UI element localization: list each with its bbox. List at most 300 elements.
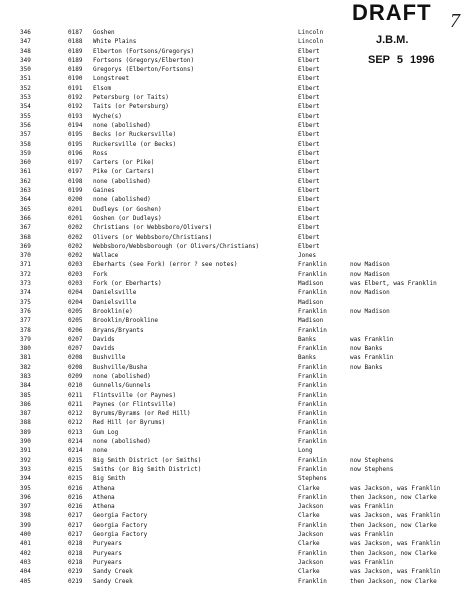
county-name: Lincoln: [298, 29, 324, 36]
initials: J.B.M.: [376, 34, 409, 46]
table-row: [0, 251, 472, 260]
row-note: now Banks: [350, 345, 383, 353]
table-row: [0, 242, 472, 251]
row-number: 364: [20, 196, 31, 204]
table-row: [0, 140, 472, 149]
district-name: Gum Log: [93, 428, 119, 436]
county-name: Elbert: [298, 131, 320, 139]
row-number: 390: [20, 438, 31, 446]
row-number: 363: [20, 187, 31, 195]
district-code: 0191: [68, 84, 83, 92]
district-code: 0217: [68, 531, 83, 539]
county-name: Franklin: [298, 465, 327, 473]
county-name: Elbert: [298, 84, 320, 92]
district-name: Athena: [93, 484, 115, 492]
table-row: [0, 493, 472, 502]
row-number: 348: [20, 47, 31, 55]
table-row: [0, 65, 472, 74]
district-name: Carters (or Pike): [93, 159, 155, 167]
district-code: 0217: [68, 521, 83, 529]
table-row: [0, 307, 472, 316]
row-number: 372: [20, 270, 31, 278]
district-name: Davids: [93, 335, 115, 343]
district-code: 0190: [68, 75, 83, 83]
row-note: now Stephens: [350, 456, 394, 464]
district-name: Athena: [93, 503, 115, 511]
district-code: 0189: [68, 66, 83, 74]
county-name: Franklin: [298, 521, 327, 529]
row-number: 382: [20, 363, 31, 371]
district-code: 0187: [68, 29, 83, 36]
row-number: 359: [20, 149, 31, 157]
district-name: none (abolished): [93, 196, 151, 204]
district-name: Gunnells/Gunnels: [93, 382, 151, 390]
district-code: 0204: [68, 298, 83, 306]
row-number: 362: [20, 177, 31, 185]
row-number: 360: [20, 159, 31, 167]
table-row: [0, 47, 472, 56]
table-row: [0, 130, 472, 139]
table-row: [0, 177, 472, 186]
district-name: Wallace: [93, 252, 119, 260]
district-code: 0208: [68, 363, 83, 371]
district-name: Georgia Factory: [93, 521, 148, 529]
row-number: 349: [20, 56, 31, 64]
row-note: then Jackson, now Clarke: [350, 549, 437, 557]
row-number: 402: [20, 549, 31, 557]
district-name: none (abolished): [93, 372, 151, 380]
county-name: Jackson: [298, 503, 324, 511]
district-name: White Plains: [93, 38, 137, 46]
district-code: 0201: [68, 214, 83, 222]
row-note: was Jackson, was Franklin: [350, 484, 441, 492]
county-name: Franklin: [298, 493, 327, 501]
table-row: [0, 316, 472, 325]
county-name: Franklin: [298, 345, 327, 353]
district-name: Puryears: [93, 540, 122, 548]
district-code: 0215: [68, 475, 83, 483]
county-name: Clarke: [298, 512, 320, 520]
district-name: Bryans/Bryants: [93, 326, 144, 334]
county-name: Franklin: [298, 382, 327, 390]
district-code: 0205: [68, 317, 83, 325]
table-row: [0, 577, 472, 586]
row-number: 369: [20, 242, 31, 250]
county-name: Madison: [298, 298, 324, 306]
table-row: [0, 502, 472, 511]
row-number: 384: [20, 382, 31, 390]
county-name: Elbert: [298, 177, 320, 185]
row-note: now Stephens: [350, 465, 394, 473]
row-number: 357: [20, 131, 31, 139]
row-number: 389: [20, 428, 31, 436]
table-row: [0, 186, 472, 195]
county-name: Banks: [298, 354, 317, 362]
county-name: Elbert: [298, 224, 320, 232]
district-name: Goshen: [93, 29, 115, 36]
district-name: Fork (or Eberharts): [93, 280, 162, 288]
table-row: [0, 549, 472, 558]
table-row: [0, 446, 472, 455]
district-name: none: [93, 447, 108, 455]
district-code: 0200: [68, 196, 83, 204]
district-code: 0198: [68, 177, 83, 185]
table-row: [0, 400, 472, 409]
county-name: Elbert: [298, 56, 320, 64]
district-name: Christians (or Webbsboro/Olivers): [93, 224, 213, 232]
row-number: 358: [20, 140, 31, 148]
table-row: [0, 102, 472, 111]
row-number: 353: [20, 94, 31, 102]
table-row: [0, 437, 472, 446]
district-code: 0215: [68, 456, 83, 464]
table-row: [0, 214, 472, 223]
district-name: Danielsville: [93, 289, 137, 297]
table-row: [0, 484, 472, 493]
county-name: Franklin: [298, 261, 327, 269]
row-number: 405: [20, 577, 31, 585]
county-name: Elbert: [298, 149, 320, 157]
county-name: Jackson: [298, 558, 324, 566]
row-note: then Jackson, now Clarke: [350, 521, 437, 529]
row-number: 368: [20, 233, 31, 241]
district-name: Big Smith District (or Smiths): [93, 456, 202, 464]
county-name: Clarke: [298, 540, 320, 548]
county-name: Franklin: [298, 428, 327, 436]
row-number: 367: [20, 224, 31, 232]
draft-label: DRAFT: [352, 0, 432, 25]
county-name: Elbert: [298, 112, 320, 120]
row-number: 379: [20, 335, 31, 343]
county-name: Elbert: [298, 140, 320, 148]
stamp-date: SEP 5 1996: [368, 54, 435, 66]
row-number: 378: [20, 326, 31, 334]
county-name: Franklin: [298, 363, 327, 371]
county-name: Elbert: [298, 159, 320, 167]
district-code: 0211: [68, 400, 83, 408]
table-row: [0, 521, 472, 530]
district-code: 0214: [68, 447, 83, 455]
county-name: Franklin: [298, 391, 327, 399]
table-row: [0, 84, 472, 93]
district-name: Ross: [93, 149, 108, 157]
district-name: none (abolished): [93, 438, 151, 446]
table-row: [0, 474, 472, 483]
district-name: Goshen (or Dudleys): [93, 214, 162, 222]
row-number: 373: [20, 280, 31, 288]
district-name: Sandy Creek: [93, 577, 133, 585]
district-code: 0218: [68, 549, 83, 557]
county-name: Banks: [298, 335, 317, 343]
table-row: [0, 391, 472, 400]
district-code: 0219: [68, 568, 83, 576]
table-row: [0, 93, 472, 102]
row-note: was Franklin: [350, 558, 394, 566]
district-code: 0212: [68, 410, 83, 418]
district-name: Pike (or Carters): [93, 168, 155, 176]
row-number: 352: [20, 84, 31, 92]
county-name: Elbert: [298, 103, 320, 111]
row-number: 388: [20, 419, 31, 427]
table-row: [0, 121, 472, 130]
district-name: Danielsville: [93, 298, 137, 306]
row-number: 351: [20, 75, 31, 83]
table-row: [0, 270, 472, 279]
county-name: Long: [298, 447, 313, 455]
table-row: [0, 428, 472, 437]
county-name: Elbert: [298, 94, 320, 102]
district-name: Puryears: [93, 549, 122, 557]
table-row: [0, 363, 472, 372]
district-code: 0189: [68, 56, 83, 64]
district-name: Athena: [93, 493, 115, 501]
district-name: Davids: [93, 345, 115, 353]
district-name: Byrums/Byrams (or Red Hill): [93, 410, 191, 418]
table-row: [0, 456, 472, 465]
county-name: Franklin: [298, 326, 327, 334]
table-row: [0, 112, 472, 121]
table-row: [0, 37, 472, 46]
county-name: Franklin: [298, 577, 327, 585]
row-note: now Madison: [350, 307, 390, 315]
row-note: was Elbert, was Franklin: [350, 280, 437, 288]
district-code: 0219: [68, 577, 83, 585]
row-number: 377: [20, 317, 31, 325]
district-code: 0217: [68, 512, 83, 520]
table-row: [0, 372, 472, 381]
county-name: Elbert: [298, 233, 320, 241]
table-row: [0, 344, 472, 353]
table-row: [0, 28, 472, 37]
row-note: now Madison: [350, 270, 390, 278]
row-number: 394: [20, 475, 31, 483]
row-number: 398: [20, 512, 31, 520]
row-number: 403: [20, 558, 31, 566]
district-code: 0202: [68, 252, 83, 260]
district-name: Georgia Factory: [93, 531, 148, 539]
district-code: 0216: [68, 484, 83, 492]
row-number: 361: [20, 168, 31, 176]
district-code: 0210: [68, 382, 83, 390]
row-note: now Banks: [350, 363, 383, 371]
county-name: Franklin: [298, 372, 327, 380]
district-code: 0197: [68, 159, 83, 167]
table-row: [0, 353, 472, 362]
table-row: [0, 326, 472, 335]
district-code: 0218: [68, 540, 83, 548]
county-name: Jackson: [298, 531, 324, 539]
district-code: 0213: [68, 428, 83, 436]
row-number: 383: [20, 372, 31, 380]
row-number: 399: [20, 521, 31, 529]
district-name: Flintsville (or Paynes): [93, 391, 177, 399]
district-code: 0192: [68, 94, 83, 102]
district-name: none (abolished): [93, 121, 151, 129]
county-name: Elbert: [298, 168, 320, 176]
table-row: [0, 511, 472, 520]
county-name: Elbert: [298, 75, 320, 83]
district-code: 0215: [68, 465, 83, 473]
row-note: now Madison: [350, 289, 390, 297]
row-number: 386: [20, 400, 31, 408]
table-row: [0, 279, 472, 288]
table-row: [0, 149, 472, 158]
table-row: [0, 558, 472, 567]
row-number: 392: [20, 456, 31, 464]
district-code: 0209: [68, 372, 83, 380]
row-number: 354: [20, 103, 31, 111]
county-name: Jones: [298, 252, 317, 260]
county-name: Lincoln: [298, 38, 324, 46]
row-number: 400: [20, 531, 31, 539]
row-number: 350: [20, 66, 31, 74]
district-code: 0206: [68, 326, 83, 334]
table-row: [0, 288, 472, 297]
row-note: was Franklin: [350, 354, 394, 362]
district-name: Fork: [93, 270, 108, 278]
row-note: was Jackson, was Franklin: [350, 540, 441, 548]
district-name: Longstreet: [93, 75, 130, 83]
district-name: Taits (or Petersburg): [93, 103, 169, 111]
district-code: 0203: [68, 261, 83, 269]
district-code: 0188: [68, 38, 83, 46]
row-number: 375: [20, 298, 31, 306]
row-number: 396: [20, 493, 31, 501]
district-code: 0214: [68, 438, 83, 446]
district-name: Dudleys (or Goshen): [93, 205, 162, 213]
row-number: 346: [20, 29, 31, 36]
county-name: Elbert: [298, 214, 320, 222]
table-row: [0, 530, 472, 539]
county-name: Elbert: [298, 66, 320, 74]
county-name: Madison: [298, 280, 324, 288]
table-row: [0, 205, 472, 214]
district-name: Fortsons (Gregorys/Elberton): [93, 56, 195, 64]
district-code: 0195: [68, 131, 83, 139]
county-name: Madison: [298, 317, 324, 325]
row-note: was Franklin: [350, 531, 394, 539]
district-code: 0203: [68, 270, 83, 278]
row-note: now Madison: [350, 261, 390, 269]
table-row: [0, 381, 472, 390]
page-number: 7: [450, 10, 460, 32]
table-row: [0, 465, 472, 474]
district-name: Ruckersville (or Becks): [93, 140, 177, 148]
table-row: [0, 233, 472, 242]
district-code: 0207: [68, 345, 83, 353]
row-number: 395: [20, 484, 31, 492]
county-name: Elbert: [298, 121, 320, 129]
table-row: [0, 418, 472, 427]
district-code: 0216: [68, 493, 83, 501]
district-name: Smiths (or Big Smith District): [93, 465, 202, 473]
county-name: Franklin: [298, 410, 327, 418]
row-number: 355: [20, 112, 31, 120]
district-name: Eberharts (see Fork) (error ? see notes): [93, 261, 238, 269]
row-note: was Jackson, was Franklin: [350, 512, 441, 520]
row-number: 387: [20, 410, 31, 418]
district-code: 0202: [68, 242, 83, 250]
row-note: then Jackson, now Clarke: [350, 493, 437, 501]
row-number: 370: [20, 252, 31, 260]
table-row: [0, 335, 472, 344]
district-code: 0197: [68, 168, 83, 176]
county-name: Elbert: [298, 196, 320, 204]
table-row: [0, 260, 472, 269]
district-code: 0212: [68, 419, 83, 427]
district-name: Elberton (Fortsons/Gregorys): [93, 47, 195, 55]
district-name: Petersburg (or Taits): [93, 94, 169, 102]
row-note: was Franklin: [350, 335, 394, 343]
district-code: 0207: [68, 335, 83, 343]
district-name: Bushville/Busha: [93, 363, 148, 371]
table-row: [0, 409, 472, 418]
row-number: 393: [20, 465, 31, 473]
county-name: Franklin: [298, 289, 327, 297]
district-name: Sandy Creek: [93, 568, 133, 576]
table-row: [0, 56, 472, 65]
district-name: Bushville: [93, 354, 126, 362]
county-name: Elbert: [298, 242, 320, 250]
district-name: Olivers (or Webbsboro/Christians): [93, 233, 213, 241]
table-row: [0, 298, 472, 307]
county-name: Franklin: [298, 456, 327, 464]
row-number: 391: [20, 447, 31, 455]
county-name: Elbert: [298, 47, 320, 55]
district-name: Paynes (or Flintsville): [93, 400, 177, 408]
district-code: 0195: [68, 140, 83, 148]
district-code: 0203: [68, 280, 83, 288]
district-code: 0202: [68, 224, 83, 232]
county-name: Elbert: [298, 205, 320, 213]
district-name: Elsom: [93, 84, 112, 92]
table-row: [0, 74, 472, 83]
district-name: Georgia Factory: [93, 512, 148, 520]
county-name: Franklin: [298, 400, 327, 408]
table-row: [0, 167, 472, 176]
district-code: 0205: [68, 307, 83, 315]
table-row: [0, 567, 472, 576]
county-name: Franklin: [298, 549, 327, 557]
row-number: 374: [20, 289, 31, 297]
row-number: 404: [20, 568, 31, 576]
district-code: 0194: [68, 121, 83, 129]
row-number: 366: [20, 214, 31, 222]
row-number: 371: [20, 261, 31, 269]
county-name: Clarke: [298, 484, 320, 492]
district-name: none (abolished): [93, 177, 151, 185]
county-name: Elbert: [298, 187, 320, 195]
county-name: Franklin: [298, 270, 327, 278]
district-code: 0204: [68, 289, 83, 297]
district-name: Brooklin(e): [93, 307, 133, 315]
district-name: Gregorys (Elberton/Fortsons): [93, 66, 195, 74]
county-name: Franklin: [298, 419, 327, 427]
district-name: Puryears: [93, 558, 122, 566]
district-code: 0189: [68, 47, 83, 55]
district-code: 0202: [68, 233, 83, 241]
row-note: then Jackson, now Clarke: [350, 577, 437, 585]
row-note: was Jackson, was Franklin: [350, 568, 441, 576]
district-name: Red Hill (or Byrums): [93, 419, 166, 427]
row-note: was Franklin: [350, 503, 394, 511]
row-number: 381: [20, 354, 31, 362]
county-name: Clarke: [298, 568, 320, 576]
district-name: Big Smith: [93, 475, 126, 483]
district-code: 0208: [68, 354, 83, 362]
district-name: Webbsboro/Webbsborough (or Olivers/Christians): [93, 242, 260, 250]
district-code: 0211: [68, 391, 83, 399]
